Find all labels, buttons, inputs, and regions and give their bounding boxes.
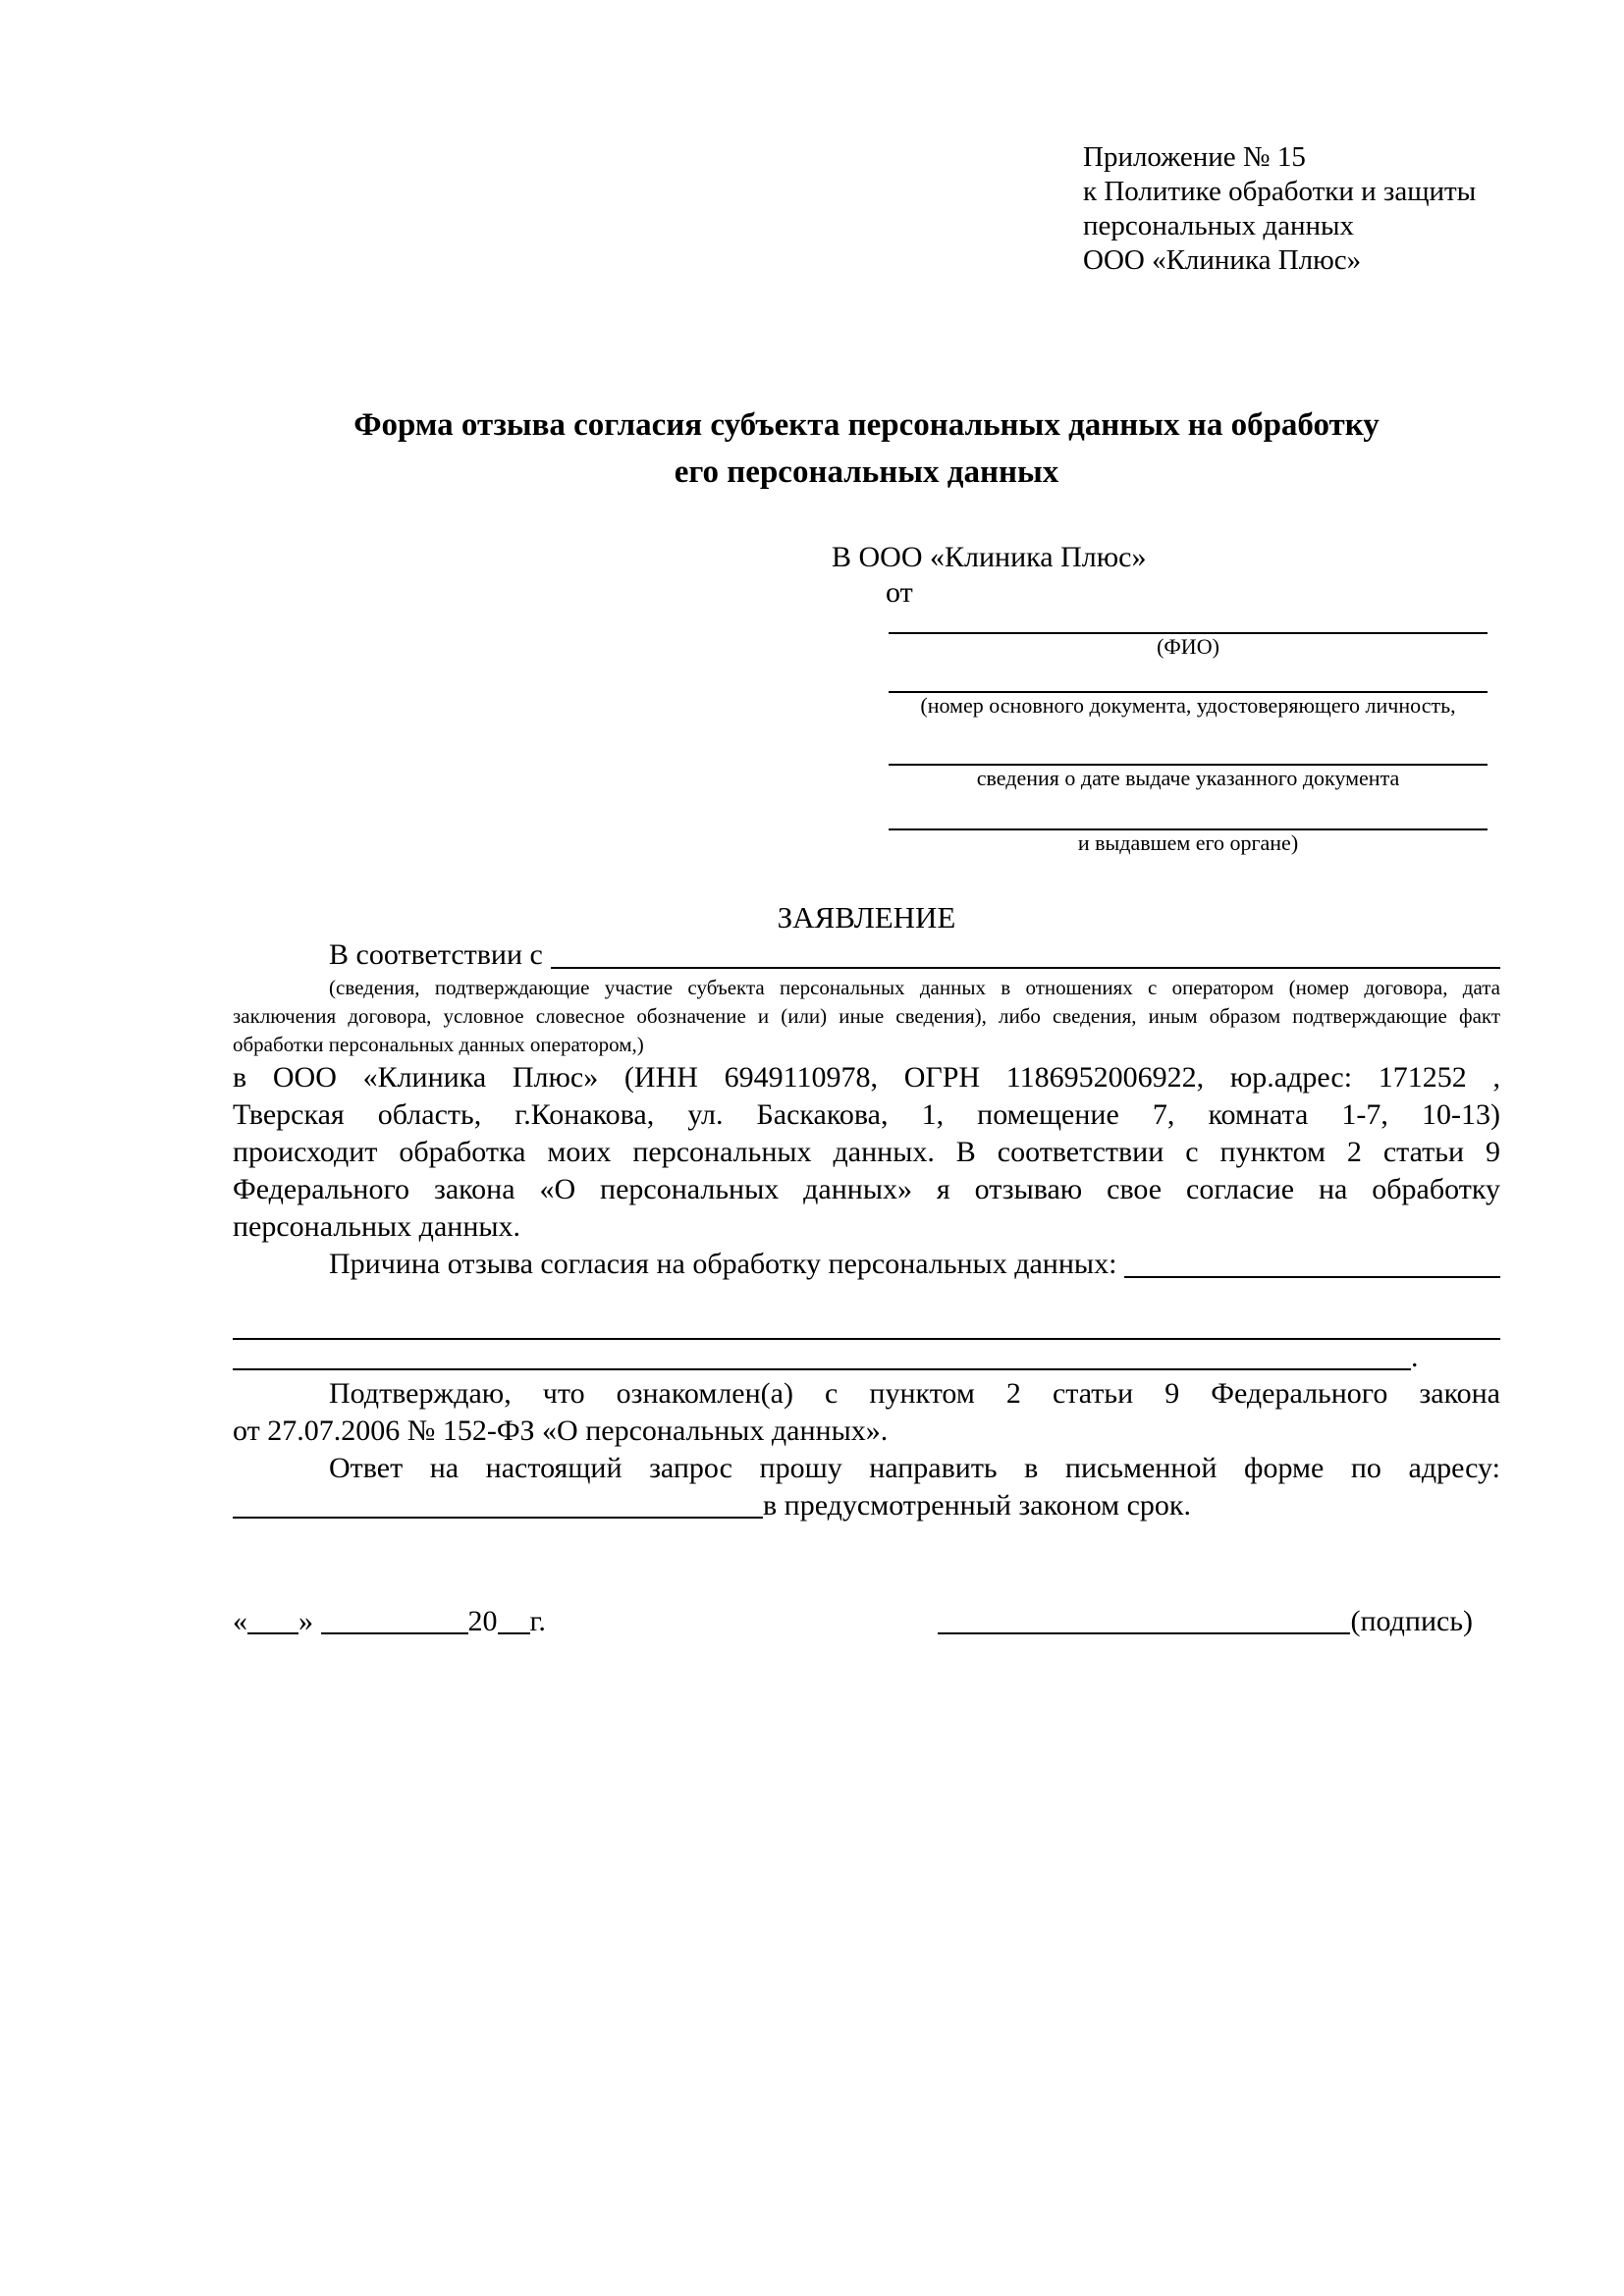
document-title bbox=[233, 401, 1500, 496]
issuing-authority-blank-field bbox=[889, 811, 1488, 830]
issuing-authority-caption: и выдавшем его органе) bbox=[1077, 830, 1299, 855]
appendix-header-line: персональных данных bbox=[1083, 210, 1355, 241]
document-number-caption: (номер основного документа, удостоверяющего личность, bbox=[920, 693, 1456, 718]
fio-caption: (ФИО) bbox=[1157, 634, 1219, 659]
issue-date-caption: сведения о дате выдаче указанного документа bbox=[976, 766, 1400, 790]
appendix-header-line: к Политике обработки и защиты bbox=[1083, 176, 1477, 207]
statement-body bbox=[233, 1059, 1500, 1246]
footnote-line: обработки персональных данных оператором,) bbox=[233, 1033, 644, 1056]
day-blank bbox=[247, 1625, 298, 1634]
body-line: Федерального закона «О персональных данных» я отзываю свое согласие на обработку bbox=[233, 1173, 1500, 1205]
reason-blank-line-2 bbox=[233, 1303, 1500, 1340]
year-blank bbox=[498, 1625, 530, 1634]
body-line: персональных данных. bbox=[233, 1210, 521, 1243]
statement-heading: ЗАЯВЛЕНИЕ bbox=[777, 900, 956, 934]
footnote-line: (сведения, подтверждающие участие субъекта персональных данных в отношениях с оператором (номер договора, дата bbox=[329, 976, 1500, 999]
reason-blank-segment bbox=[233, 1361, 1411, 1370]
appendix-header-line: Приложение № 15 bbox=[1083, 141, 1306, 173]
footnote-line: заключения договора, условное словесное обозначение и (или) иные сведения), либо сведения, иным образом подтверждающие факт bbox=[233, 1004, 1500, 1028]
appendix-header-line: ООО «Клиника Плюс» bbox=[1083, 244, 1362, 276]
document-title-line: его персональных данных bbox=[674, 454, 1059, 490]
footnote-block bbox=[233, 974, 1500, 1059]
confirmation-line: от 27.07.2006 № 152-ФЗ «О персональных данных». bbox=[233, 1415, 889, 1447]
reason-label: Причина отзыва согласия на обработку персональных данных: bbox=[329, 1248, 1117, 1280]
body-line: в ООО «Клиника Плюс» (ИНН 6949110978, ОГРН 1186952006922, юр.адрес: 171252 , bbox=[233, 1061, 1500, 1094]
intro-prefix: В соответствии с bbox=[329, 938, 543, 971]
reason-row bbox=[233, 1246, 1500, 1283]
month-blank bbox=[321, 1625, 468, 1634]
date-field bbox=[233, 1603, 546, 1640]
reason-blank-line-3 bbox=[233, 1340, 1500, 1375]
reply-address-row bbox=[233, 1487, 1500, 1524]
document-number-blank-field bbox=[889, 673, 1488, 693]
issue-date-blank-field bbox=[889, 746, 1488, 766]
signature-blank-line bbox=[938, 1625, 1350, 1634]
signature-caption: (подпись) bbox=[1350, 1605, 1473, 1637]
reason-period: . bbox=[1411, 1341, 1419, 1373]
addressee-to: В ООО «Клиника Плюс» bbox=[832, 541, 1147, 573]
addressee-from-label: от bbox=[886, 576, 913, 609]
addressee-block bbox=[832, 540, 1488, 856]
address-blank-line bbox=[233, 1509, 763, 1519]
body-line: Тверская область, г.Конакова, ул. Баскакова, 1, помещение 7, комната 1-7, 10-13) bbox=[233, 1098, 1500, 1131]
body-line: происходит обработка моих персональных данных. В соответствии с пунктом 2 статьи 9 bbox=[233, 1136, 1500, 1168]
reply-request-line: Ответ на настоящий запрос прошу направить в письменной форме по адресу: bbox=[329, 1452, 1500, 1484]
intro-row bbox=[233, 936, 1500, 974]
date-close-quote: » bbox=[298, 1605, 313, 1637]
date-signature-row bbox=[233, 1603, 1500, 1640]
reply-tail-text: в предусмотренный законом срок. bbox=[763, 1489, 1191, 1522]
fio-blank-field bbox=[889, 614, 1488, 634]
year-suffix: г. bbox=[529, 1605, 546, 1637]
confirmation-paragraph bbox=[233, 1375, 1500, 1450]
year-prefix: 20 bbox=[467, 1605, 498, 1637]
date-open-quote: « bbox=[233, 1605, 247, 1637]
confirmation-line: Подтверждаю, что ознакомлен(а) с пунктом 2 статьи 9 Федерального закона bbox=[329, 1377, 1500, 1410]
intro-blank-line bbox=[551, 936, 1500, 969]
signature-field bbox=[938, 1603, 1473, 1640]
reason-blank-line bbox=[1124, 1246, 1500, 1278]
appendix-header-block bbox=[1083, 0, 1500, 278]
document-title-line: Форма отзыва согласия субъекта персональных данных на обработку bbox=[353, 407, 1380, 443]
